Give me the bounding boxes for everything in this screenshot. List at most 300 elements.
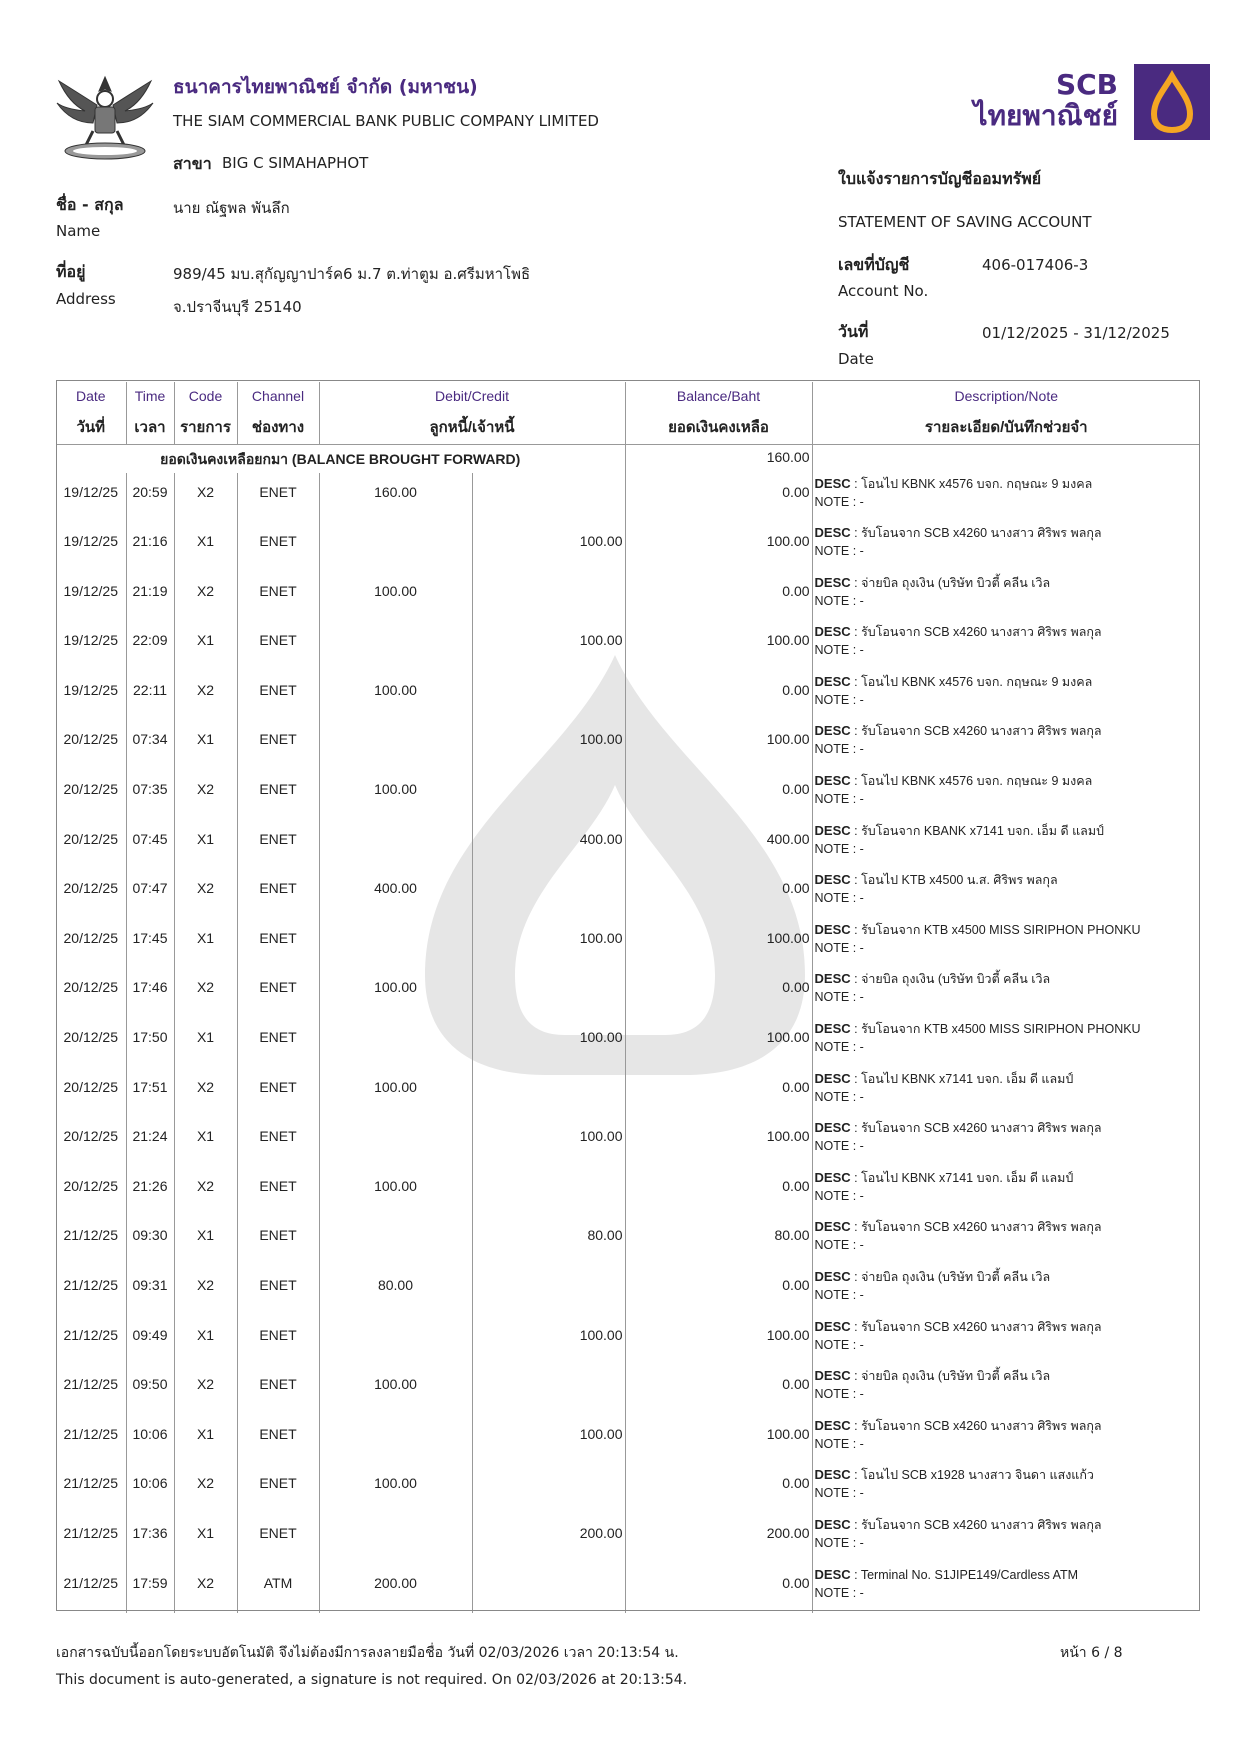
row-description: DESC : จ่ายบิล ถุงเงิน (บริษัท บิวตี้ คลีน เวิล NOTE : - xyxy=(812,572,1200,622)
note-text: NOTE : - xyxy=(814,494,864,509)
row-date: 21/12/25 xyxy=(63,1475,118,1492)
row-credit: 100.00 xyxy=(472,522,625,572)
table-row xyxy=(56,820,1200,870)
row-channel: ENET xyxy=(237,1266,319,1316)
table-row xyxy=(56,1514,1200,1564)
row-balance: 0.00 xyxy=(625,473,812,523)
table-row xyxy=(56,1365,1200,1415)
row-channel: ENET xyxy=(237,869,319,919)
row-time: 17:46 xyxy=(126,968,174,1018)
row-time: 17:50 xyxy=(126,1018,174,1068)
note-text: NOTE : - xyxy=(814,643,864,658)
row-time: 07:47 xyxy=(126,869,174,919)
note-text: NOTE : - xyxy=(814,1288,864,1302)
row-description: DESC : รับโอนจาก SCB x4260 นางสาว ศิริพร พลกุล NOTE : - xyxy=(812,522,1200,572)
row-debit: 100.00 xyxy=(319,671,472,721)
note-text: NOTE : - xyxy=(814,1436,864,1451)
row-balance: 100.00 xyxy=(625,1316,812,1366)
row-date: 20/12/25 xyxy=(63,1177,118,1194)
row-balance: 100.00 xyxy=(625,1415,812,1465)
note-text: NOTE : - xyxy=(814,990,864,1005)
row-balance: 0.00 xyxy=(625,1068,812,1118)
row-code: X2 xyxy=(174,671,237,721)
note-text: NOTE : - xyxy=(814,891,864,906)
row-debit xyxy=(319,820,472,870)
header-balance: Balance/Baht xyxy=(625,382,812,410)
row-code: X1 xyxy=(174,919,237,969)
address-line1: 989/45 มบ.สุกัญญาปาร์ค6 ม.7 ต.ท่าตูม อ.ศรีมหาโพธิ xyxy=(173,265,531,283)
row-description: DESC : รับโอนจาก SCB x4260 นางสาว ศิริพร พลกุล NOTE : - xyxy=(812,1514,1200,1564)
row-channel: ENET xyxy=(237,1514,319,1564)
row-channel: ENET xyxy=(237,720,319,770)
row-credit: 100.00 xyxy=(472,720,625,770)
row-credit xyxy=(472,572,625,622)
row-time: 20:59 xyxy=(126,473,174,523)
note-text: NOTE : - xyxy=(814,1387,864,1402)
row-date: 21/12/25 xyxy=(63,1326,118,1343)
desc-prefix: DESC xyxy=(814,1368,851,1384)
row-credit: 100.00 xyxy=(472,621,625,671)
table-row xyxy=(56,1464,1200,1514)
row-debit: 80.00 xyxy=(319,1266,472,1316)
row-channel: ATM xyxy=(237,1564,319,1614)
row-debit xyxy=(319,621,472,671)
row-code: X1 xyxy=(174,621,237,671)
row-code: X1 xyxy=(174,1514,237,1564)
row-credit: 100.00 xyxy=(472,1117,625,1167)
header-debit-credit: Debit/Credit xyxy=(319,382,625,410)
row-date: 20/12/25 xyxy=(63,880,118,897)
header-date-th: วันที่ xyxy=(76,419,106,436)
header-time-th: เวลา xyxy=(126,410,174,445)
note-text: NOTE : - xyxy=(814,792,864,807)
row-description: DESC : โอนไป KBNK x7141 บจก. เอ็ม ดี แลมป์ NOTE : - xyxy=(812,1068,1200,1118)
row-description: DESC : โอนไป KBNK x4576 บจก. กฤษณะ 9 มงคล NOTE : - xyxy=(812,473,1200,523)
row-credit: 100.00 xyxy=(472,1415,625,1465)
row-channel: ENET xyxy=(237,770,319,820)
row-balance: 0.00 xyxy=(625,1167,812,1217)
row-code: X2 xyxy=(174,1068,237,1118)
row-balance: 0.00 xyxy=(625,1266,812,1316)
account-number: 406-017406-3 xyxy=(982,256,1089,274)
row-debit: 100.00 xyxy=(319,1068,472,1118)
desc-text: จ่ายบิล ถุงเงิน (บริษัท บิวตี้ คลีน เวิล xyxy=(861,972,1051,987)
row-date: 21/12/25 xyxy=(63,1425,118,1442)
header-time: Time xyxy=(126,382,174,410)
table-row xyxy=(56,770,1200,820)
address-label-th: ที่อยู่ xyxy=(56,262,86,281)
table-row xyxy=(56,671,1200,721)
forward-label: ยอดเงินคงเหลือยกมา (BALANCE BROUGHT FORWARD) xyxy=(160,451,521,467)
row-channel: ENET xyxy=(237,1464,319,1514)
row-description: DESC : จ่ายบิล ถุงเงิน (บริษัท บิวตี้ คลีน เวิล NOTE : - xyxy=(812,1365,1200,1415)
row-credit: 100.00 xyxy=(472,1316,625,1366)
account-label-th: เลขที่บัญชี xyxy=(838,255,910,274)
desc-prefix: DESC xyxy=(814,1269,851,1284)
page-number: หน้า 6 / 8 xyxy=(1060,1645,1123,1661)
row-balance: 400.00 xyxy=(625,820,812,870)
row-credit xyxy=(472,770,625,820)
row-credit xyxy=(472,1068,625,1118)
row-debit xyxy=(319,1415,472,1465)
desc-prefix: DESC xyxy=(814,971,851,987)
row-debit xyxy=(319,1018,472,1068)
row-description: DESC : รับโอนจาก KTB x4500 MISS SIRIPHON PHONKU NOTE : - xyxy=(812,919,1200,969)
row-date: 20/12/25 xyxy=(63,731,118,748)
desc-text: รับโอนจาก SCB x4260 นางสาว ศิริพร พลกุล xyxy=(861,1220,1102,1235)
header-balance-th: ยอดเงินคงเหลือ xyxy=(625,410,812,445)
branch-label: สาขา xyxy=(173,154,212,173)
row-credit: 100.00 xyxy=(472,919,625,969)
table-row xyxy=(56,919,1200,969)
row-date: 19/12/25 xyxy=(63,681,118,698)
table-row xyxy=(56,1167,1200,1217)
desc-text: โอนไป SCB x1928 นางสาว จินดา แสงแก้ว xyxy=(861,1468,1094,1483)
bank-name-en: THE SIAM COMMERCIAL BANK PUBLIC COMPANY LIMITED xyxy=(173,112,599,130)
header-channel-th: ช่องทาง xyxy=(237,410,319,445)
row-channel: ENET xyxy=(237,572,319,622)
date-label-en: Date xyxy=(838,350,874,368)
statement-title-en: STATEMENT OF SAVING ACCOUNT xyxy=(838,213,1092,231)
name-value: นาย ณัฐพล พันลึก xyxy=(173,199,290,217)
row-time: 21:16 xyxy=(126,522,174,572)
row-date: 20/12/25 xyxy=(63,830,118,847)
row-balance: 100.00 xyxy=(625,919,812,969)
row-code: X2 xyxy=(174,968,237,1018)
note-text: NOTE : - xyxy=(814,1486,864,1501)
desc-text: โอนไป KBNK x4576 บจก. กฤษณะ 9 มงคล xyxy=(861,674,1093,689)
row-credit xyxy=(472,1167,625,1217)
table-row xyxy=(56,1068,1200,1118)
table-row xyxy=(56,869,1200,919)
row-time: 17:45 xyxy=(126,919,174,969)
row-credit xyxy=(472,1464,625,1514)
row-time: 21:26 xyxy=(126,1167,174,1217)
desc-prefix: DESC xyxy=(814,1120,851,1136)
row-date: 20/12/25 xyxy=(63,1128,118,1145)
row-balance: 100.00 xyxy=(625,1117,812,1167)
row-balance: 200.00 xyxy=(625,1514,812,1564)
row-date: 21/12/25 xyxy=(63,1376,118,1393)
row-date: 20/12/25 xyxy=(63,979,118,996)
row-time: 21:24 xyxy=(126,1117,174,1167)
row-debit: 160.00 xyxy=(319,473,472,523)
row-balance: 80.00 xyxy=(625,1216,812,1266)
row-date: 21/12/25 xyxy=(63,1574,118,1591)
row-credit xyxy=(472,1266,625,1316)
header-description: Description/Note xyxy=(812,382,1200,410)
row-balance: 0.00 xyxy=(625,1365,812,1415)
header-date: Date xyxy=(75,388,106,404)
row-credit: 200.00 xyxy=(472,1514,625,1564)
row-code: X1 xyxy=(174,1018,237,1068)
row-description: DESC : รับโอนจาก SCB x4260 นางสาว ศิริพร พลกุล NOTE : - xyxy=(812,1316,1200,1366)
row-code: X1 xyxy=(174,1316,237,1366)
logo-text-th: ไทยพาณิชย์ xyxy=(973,99,1118,132)
desc-prefix: DESC xyxy=(814,574,851,590)
row-code: X1 xyxy=(174,820,237,870)
row-date: 20/12/25 xyxy=(63,781,118,798)
table-row xyxy=(56,621,1200,671)
note-text: NOTE : - xyxy=(814,1535,864,1550)
note-text: NOTE : - xyxy=(814,742,864,757)
row-balance: 0.00 xyxy=(625,671,812,721)
note-text: NOTE : - xyxy=(814,1337,864,1352)
row-time: 22:11 xyxy=(126,671,174,721)
row-debit: 100.00 xyxy=(319,968,472,1018)
row-description: DESC : Terminal No. S1JIPE149/Cardless ATM NOTE : - xyxy=(812,1564,1200,1614)
row-debit: 100.00 xyxy=(319,1167,472,1217)
row-channel: ENET xyxy=(237,919,319,969)
row-balance: 0.00 xyxy=(625,869,812,919)
desc-text: รับโอนจาก SCB x4260 นางสาว ศิริพร พลกุล xyxy=(861,724,1102,739)
row-debit xyxy=(319,720,472,770)
desc-text: จ่ายบิล ถุงเงิน (บริษัท บิวตี้ คลีน เวิล xyxy=(861,575,1051,590)
row-code: X1 xyxy=(174,1415,237,1465)
garuda-emblem-icon xyxy=(55,73,155,169)
header-code: Code xyxy=(174,382,237,410)
row-time: 09:30 xyxy=(126,1216,174,1266)
table-row xyxy=(56,1415,1200,1465)
row-description: DESC : รับโอนจาก SCB x4260 นางสาว ศิริพร พลกุล NOTE : - xyxy=(812,621,1200,671)
row-code: X2 xyxy=(174,473,237,523)
row-time: 07:34 xyxy=(126,720,174,770)
row-balance: 0.00 xyxy=(625,968,812,1018)
row-balance: 100.00 xyxy=(625,621,812,671)
scb-logo-icon xyxy=(960,64,1210,142)
row-date: 20/12/25 xyxy=(63,929,118,946)
footer-note-en: This document is auto-generated, a signature is not required. On 02/03/2026 at 20:13:54. xyxy=(56,1672,688,1688)
table-row xyxy=(56,1018,1200,1068)
row-channel: ENET xyxy=(237,1018,319,1068)
name-label-th: ชื่อ - สกุล xyxy=(56,195,124,214)
row-credit xyxy=(472,869,625,919)
desc-text: รับโอนจาก SCB x4260 นางสาว ศิริพร พลกุล xyxy=(861,1418,1102,1433)
desc-text: จ่ายบิล ถุงเงิน (บริษัท บิวตี้ คลีน เวิล xyxy=(861,1369,1051,1384)
row-description: DESC : รับโอนจาก SCB x4260 นางสาว ศิริพร พลกุล NOTE : - xyxy=(812,1415,1200,1465)
desc-prefix: DESC xyxy=(814,525,851,541)
desc-prefix: DESC xyxy=(814,1566,851,1582)
header-debit-credit-th: ลูกหนี้/เจ้าหนี้ xyxy=(319,410,625,445)
table-row xyxy=(56,1316,1200,1366)
row-channel: ENET xyxy=(237,621,319,671)
row-credit xyxy=(472,1365,625,1415)
logo-text-en: SCB xyxy=(1055,68,1118,101)
row-code: X2 xyxy=(174,1365,237,1415)
row-description: DESC : โอนไป KTB x4500 น.ส. ศิริพร พลกุล NOTE : - xyxy=(812,869,1200,919)
row-balance: 0.00 xyxy=(625,770,812,820)
row-date: 20/12/25 xyxy=(63,1078,118,1095)
row-debit xyxy=(319,522,472,572)
desc-text: โอนไป KBNK x7141 บจก. เอ็ม ดี แลมป์ xyxy=(861,1170,1074,1185)
row-description: DESC : โอนไป KBNK x7141 บจก. เอ็ม ดี แลมป์ NOTE : - xyxy=(812,1167,1200,1217)
branch-value: BIG C SIMAHAPHOT xyxy=(222,154,369,172)
row-description: DESC : โอนไป KBNK x4576 บจก. กฤษณะ 9 มงคล NOTE : - xyxy=(812,671,1200,721)
desc-prefix: DESC xyxy=(814,1021,851,1037)
row-time: 07:35 xyxy=(126,770,174,820)
desc-text: โอนไป KBNK x4576 บจก. กฤษณะ 9 มงคล xyxy=(861,774,1093,789)
row-credit xyxy=(472,1564,625,1614)
table-row xyxy=(56,1564,1200,1614)
row-debit: 100.00 xyxy=(319,1365,472,1415)
row-credit xyxy=(472,968,625,1018)
account-label-en: Account No. xyxy=(838,282,929,300)
row-description: DESC : รับโอนจาก KBANK x7141 บจก. เอ็ม ดี แลมป์ NOTE : - xyxy=(812,820,1200,870)
desc-prefix: DESC xyxy=(814,723,851,739)
row-debit: 400.00 xyxy=(319,869,472,919)
note-text: NOTE : - xyxy=(814,544,864,559)
desc-text: รับโอนจาก KBANK x7141 บจก. เอ็ม ดี แลมป์ xyxy=(861,823,1104,838)
row-debit: 100.00 xyxy=(319,770,472,820)
note-text: NOTE : - xyxy=(814,1188,864,1203)
row-channel: ENET xyxy=(237,820,319,870)
table-row xyxy=(56,720,1200,770)
row-description: DESC : จ่ายบิล ถุงเงิน (บริษัท บิวตี้ คลีน เวิล NOTE : - xyxy=(812,968,1200,1018)
desc-prefix: DESC xyxy=(814,1169,851,1185)
desc-prefix: DESC xyxy=(814,1070,851,1086)
desc-prefix: DESC xyxy=(814,475,851,491)
name-label-en: Name xyxy=(56,222,101,240)
desc-text: รับโอนจาก SCB x4260 นางสาว ศิริพร พลกุล xyxy=(861,1517,1102,1532)
desc-text: รับโอนจาก SCB x4260 นางสาว ศิริพร พลกุล xyxy=(861,526,1102,541)
row-time: 17:59 xyxy=(126,1564,174,1614)
desc-prefix: DESC xyxy=(814,624,851,640)
row-channel: ENET xyxy=(237,1068,319,1118)
row-channel: ENET xyxy=(237,1415,319,1465)
forward-balance: 160.00 xyxy=(625,445,812,473)
row-balance: 0.00 xyxy=(625,1464,812,1514)
desc-prefix: DESC xyxy=(814,1417,851,1433)
footer-note-th: เอกสารฉบับนี้ออกโดยระบบอัตโนมัติ จึงไม่ต้องมีการลงลายมือชื่อ วันที่ 02/03/2026 เวลา 20:13:54 น. xyxy=(56,1645,679,1661)
desc-prefix: DESC xyxy=(814,773,851,789)
date-label-th: วันที่ xyxy=(838,322,869,341)
row-time: 17:36 xyxy=(126,1514,174,1564)
row-code: X2 xyxy=(174,1167,237,1217)
row-time: 10:06 xyxy=(126,1415,174,1465)
desc-prefix: DESC xyxy=(814,1318,851,1334)
row-description: DESC : โอนไป SCB x1928 นางสาว จินดา แสงแก้ว NOTE : - xyxy=(812,1464,1200,1514)
row-description: DESC : จ่ายบิล ถุงเงิน (บริษัท บิวตี้ คลีน เวิล NOTE : - xyxy=(812,1266,1200,1316)
row-code: X2 xyxy=(174,1266,237,1316)
row-debit xyxy=(319,1117,472,1167)
table-row xyxy=(56,522,1200,572)
row-time: 10:06 xyxy=(126,1464,174,1514)
note-text: NOTE : - xyxy=(814,841,864,856)
row-debit xyxy=(319,1216,472,1266)
row-debit: 200.00 xyxy=(319,1564,472,1614)
row-debit xyxy=(319,1316,472,1366)
row-balance: 0.00 xyxy=(625,572,812,622)
row-description: DESC : รับโอนจาก SCB x4260 นางสาว ศิริพร พลกุล NOTE : - xyxy=(812,1216,1200,1266)
desc-text: รับโอนจาก KTB x4500 MISS SIRIPHON PHONKU xyxy=(861,922,1141,937)
desc-prefix: DESC xyxy=(814,1219,851,1235)
row-channel: ENET xyxy=(237,1316,319,1366)
row-channel: ENET xyxy=(237,1117,319,1167)
row-code: X2 xyxy=(174,770,237,820)
row-code: X1 xyxy=(174,1216,237,1266)
row-debit xyxy=(319,1514,472,1564)
desc-text: โอนไป KBNK x7141 บจก. เอ็ม ดี แลมป์ xyxy=(861,1071,1074,1086)
header-channel: Channel xyxy=(237,382,319,410)
row-description: DESC : รับโอนจาก KTB x4500 MISS SIRIPHON PHONKU NOTE : - xyxy=(812,1018,1200,1068)
row-code: X1 xyxy=(174,720,237,770)
row-date: 19/12/25 xyxy=(63,582,118,599)
row-channel: ENET xyxy=(237,522,319,572)
row-balance: 0.00 xyxy=(625,1564,812,1614)
row-date: 21/12/25 xyxy=(63,1524,118,1541)
row-credit: 400.00 xyxy=(472,820,625,870)
table-row xyxy=(56,1216,1200,1266)
bank-name-th: ธนาคารไทยพาณิชย์ จำกัด (มหาชน) xyxy=(173,76,478,98)
desc-prefix: DESC xyxy=(814,673,851,689)
row-code: X2 xyxy=(174,572,237,622)
header-code-th: รายการ xyxy=(174,410,237,445)
desc-prefix: DESC xyxy=(814,1467,851,1483)
row-debit: 100.00 xyxy=(319,572,472,622)
row-time: 09:49 xyxy=(126,1316,174,1366)
row-credit: 100.00 xyxy=(472,1018,625,1068)
row-balance: 100.00 xyxy=(625,720,812,770)
row-time: 22:09 xyxy=(126,621,174,671)
row-code: X1 xyxy=(174,522,237,572)
desc-text: จ่ายบิล ถุงเงิน (บริษัท บิวตี้ คลีน เวิล xyxy=(861,1270,1051,1284)
note-text: NOTE : - xyxy=(814,1139,864,1154)
note-text: NOTE : - xyxy=(814,1089,864,1104)
row-channel: ENET xyxy=(237,473,319,523)
row-time: 09:31 xyxy=(126,1266,174,1316)
desc-text: รับโอนจาก SCB x4260 นางสาว ศิริพร พลกุล xyxy=(861,1121,1102,1136)
desc-text: โอนไป KBNK x4576 บจก. กฤษณะ 9 มงคล xyxy=(861,476,1093,491)
row-debit xyxy=(319,919,472,969)
note-text: NOTE : - xyxy=(814,692,864,707)
row-date: 19/12/25 xyxy=(63,483,118,500)
row-time: 17:51 xyxy=(126,1068,174,1118)
row-credit xyxy=(472,473,625,523)
header-description-th: รายละเอียด/บันทึกช่วยจำ xyxy=(812,410,1200,445)
desc-text: รับโอนจาก SCB x4260 นางสาว ศิริพร พลกุล xyxy=(861,625,1102,640)
row-description: DESC : โอนไป KBNK x4576 บจก. กฤษณะ 9 มงคล NOTE : - xyxy=(812,770,1200,820)
note-text: NOTE : - xyxy=(814,1238,864,1253)
row-debit: 100.00 xyxy=(319,1464,472,1514)
row-balance: 100.00 xyxy=(625,1018,812,1068)
row-time: 21:19 xyxy=(126,572,174,622)
row-code: X2 xyxy=(174,869,237,919)
row-date: 21/12/25 xyxy=(63,1227,118,1244)
desc-text: รับโอนจาก SCB x4260 นางสาว ศิริพร พลกุล xyxy=(861,1319,1102,1334)
row-date: 19/12/25 xyxy=(63,533,118,550)
table-row xyxy=(56,473,1200,523)
table-row xyxy=(56,1117,1200,1167)
date-range: 01/12/2025 - 31/12/2025 xyxy=(982,324,1170,342)
table-row xyxy=(56,1266,1200,1316)
desc-text: Terminal No. S1JIPE149/Cardless ATM xyxy=(860,1567,1079,1582)
row-date: 19/12/25 xyxy=(63,632,118,649)
row-time: 09:50 xyxy=(126,1365,174,1415)
note-text: NOTE : - xyxy=(814,1040,864,1055)
row-channel: ENET xyxy=(237,1365,319,1415)
row-time: 07:45 xyxy=(126,820,174,870)
desc-prefix: DESC xyxy=(814,872,851,888)
row-date: 21/12/25 xyxy=(63,1277,118,1293)
row-channel: ENET xyxy=(237,671,319,721)
desc-prefix: DESC xyxy=(814,1516,851,1532)
statement-title-th: ใบแจ้งรายการบัญชีออมทรัพย์ xyxy=(838,169,1042,188)
desc-text: รับโอนจาก KTB x4500 MISS SIRIPHON PHONKU xyxy=(861,1022,1141,1037)
note-text: NOTE : - xyxy=(814,940,864,955)
row-credit: 80.00 xyxy=(472,1216,625,1266)
row-balance: 100.00 xyxy=(625,522,812,572)
row-credit xyxy=(472,671,625,721)
